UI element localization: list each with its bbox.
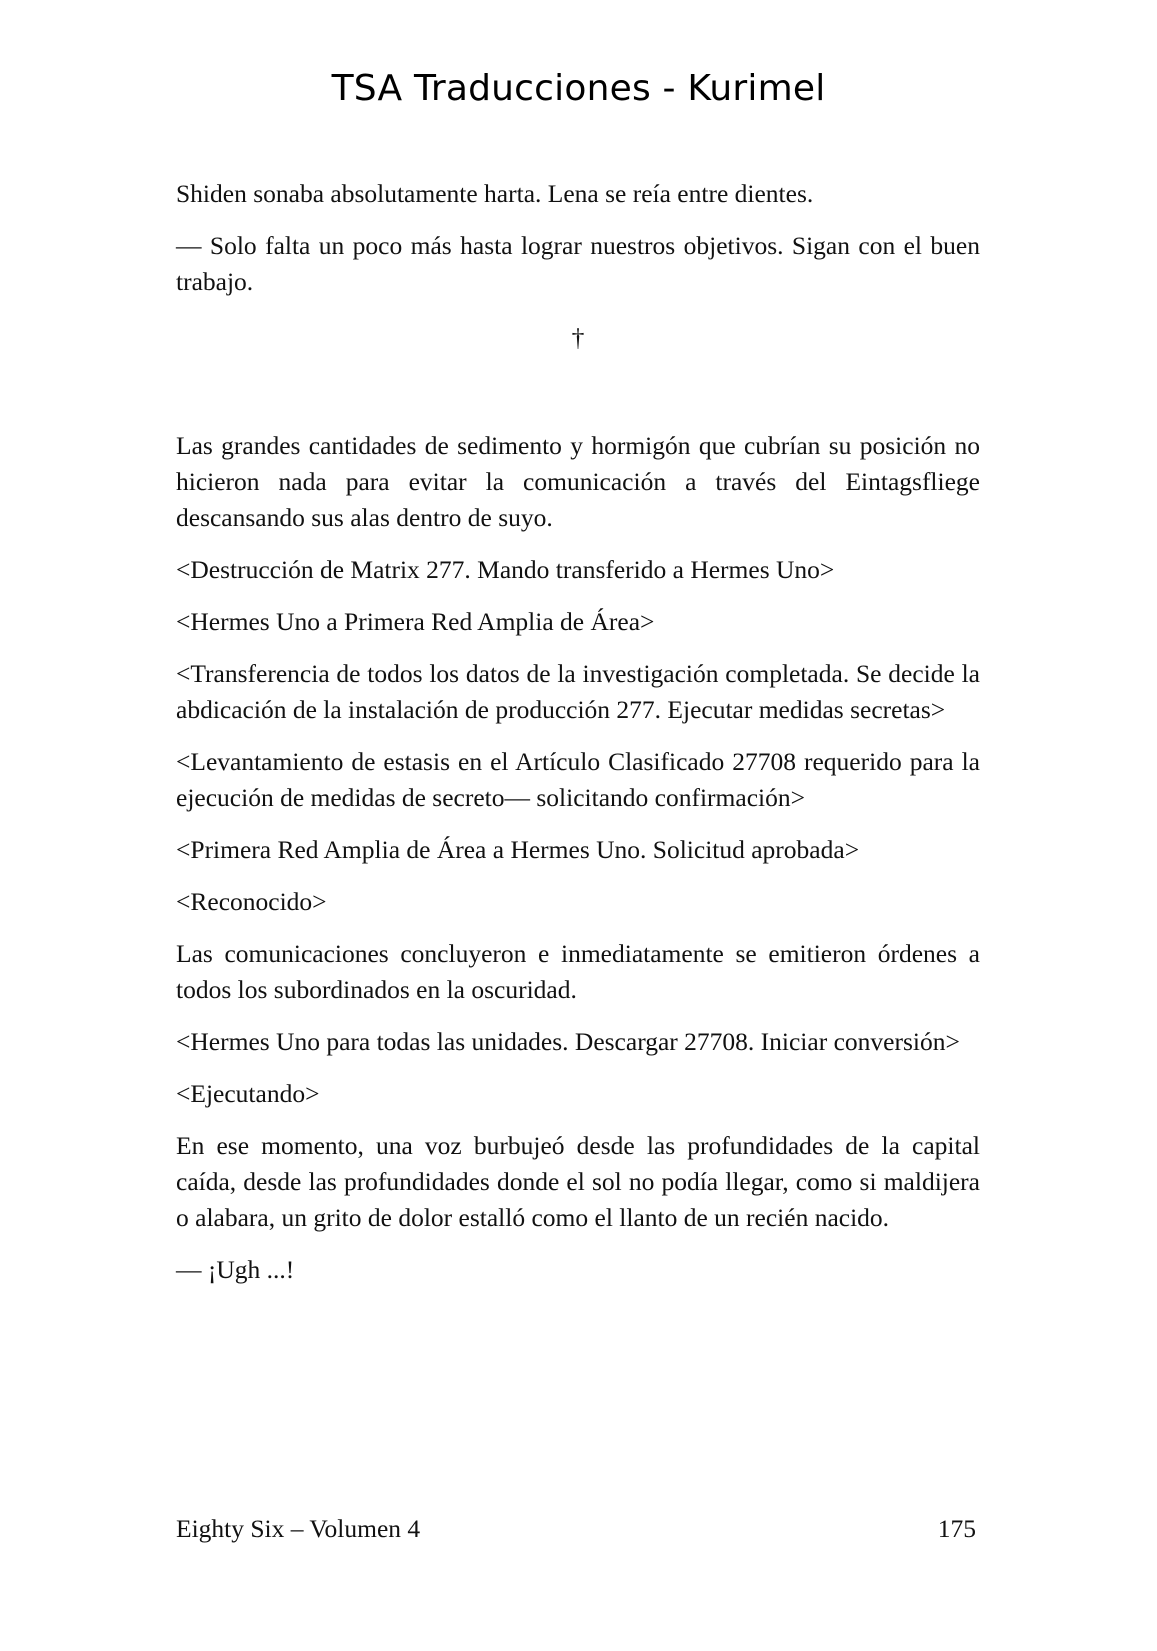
paragraph-4: <Destrucción de Matrix 277. Mando transferido a Hermes Uno> — [176, 555, 835, 584]
page-footer — [176, 1514, 976, 1544]
paragraph-3: Las grandes cantidades de sedimento y hormigón que cubrían su posición no hicieron nada para evitar la comunicación a través del Eintagsfliege descansando sus alas dentro de suyo. — [176, 431, 980, 532]
paragraph-5: <Hermes Uno a Primera Red Amplia de Área> — [176, 607, 655, 636]
paragraph-10: Las comunicaciones concluyeron e inmediatamente se emitieron órdenes a todos los subordinados en la oscuridad. — [176, 939, 980, 1004]
page-header-title: TSA Traducciones - Kurimel — [331, 68, 826, 109]
section-break-dagger: † — [571, 323, 585, 352]
footer-page-number: 175 — [937, 1514, 976, 1543]
paragraph-6: <Transferencia de todos los datos de la investigación completada. Se decide la abdicación de la instalación de producción 277. Ejecutar medidas secretas> — [176, 659, 980, 724]
paragraph-7: <Levantamiento de estasis en el Artículo Clasificado 27708 requerido para la ejecución de medidas de secreto— solicitando confirmación> — [176, 747, 980, 812]
paragraph-1: Shiden sonaba absolutamente harta. Lena se reía entre dientes. — [176, 179, 814, 208]
paragraph-2: — Solo falta un poco más hasta lograr nuestros objetivos. Sigan con el buen trabajo. — [176, 231, 980, 296]
paragraph-13: En ese momento, una voz burbujeó desde las profundidades de la capital caída, desde las profundidades donde el sol no podía llegar, como si maldijera o alabara, un grito de dolor estalló como el llanto de un recién nacido. — [176, 1131, 980, 1232]
body-text — [176, 176, 980, 1304]
paragraph-12: <Ejecutando> — [176, 1079, 320, 1108]
paragraph-11: <Hermes Uno para todas las unidades. Descargar 27708. Iniciar conversión> — [176, 1027, 960, 1056]
paragraph-8: <Primera Red Amplia de Área a Hermes Uno. Solicitud aprobada> — [176, 835, 860, 864]
paragraph-9: <Reconocido> — [176, 887, 327, 916]
paragraph-14: — ¡Ugh ...! — [176, 1255, 295, 1284]
footer-book-title: Eighty Six – Volumen 4 — [176, 1514, 421, 1543]
